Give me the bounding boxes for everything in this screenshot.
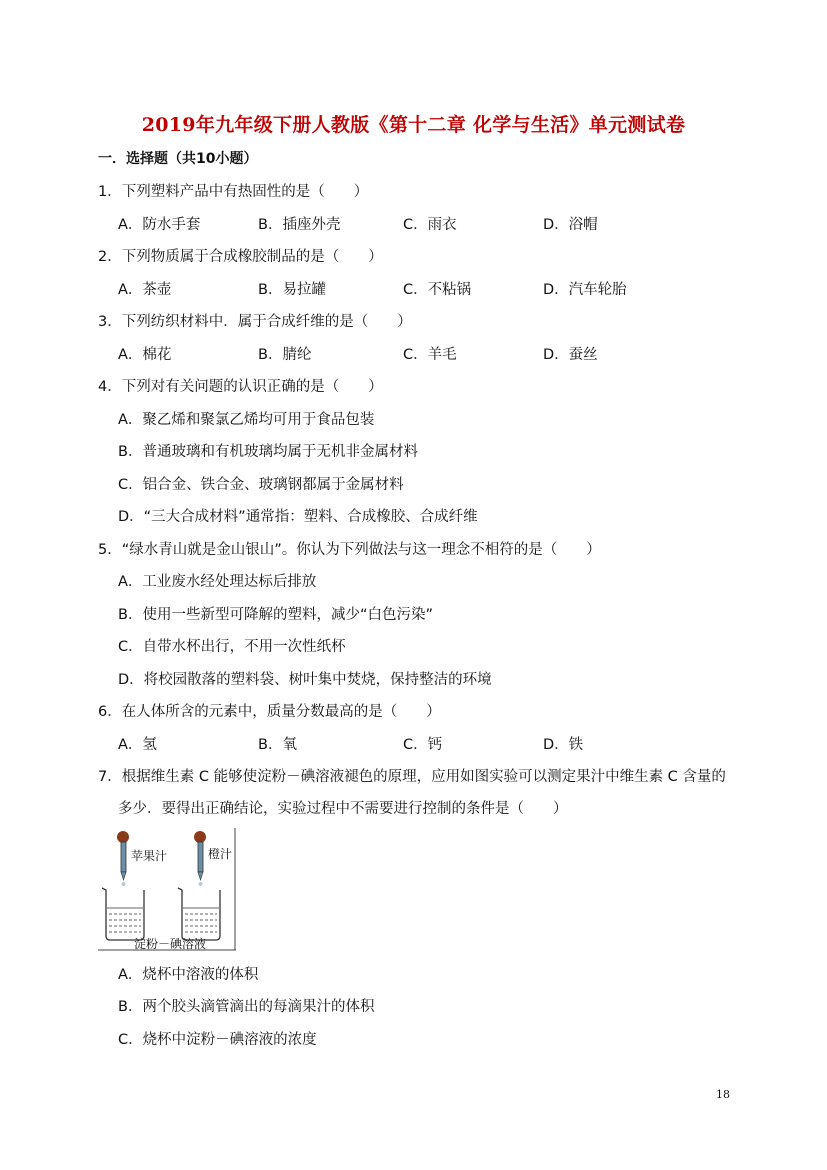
q3-option-c: C．羊毛 (403, 347, 457, 363)
beaker-dropper-diagram (98, 828, 238, 952)
q3-option-a: A．棉花 (118, 347, 172, 363)
document-title: 2019年九年级下册人教版《第十二章 化学与生活》单元测试卷 (141, 114, 686, 136)
q5-option-b: B．使用一些新型可降解的塑料，减少“白色污染” (118, 607, 433, 623)
question-3-stem: 3．下列纺织材料中．属于合成纤维的是（ ） (98, 314, 412, 330)
q4-option-c: C．铝合金、铁合金、玻璃钢都属于金属材料 (118, 477, 404, 493)
q1-option-b: B．插座外壳 (258, 217, 341, 233)
question-2-options (0, 278, 827, 298)
question-3-options (0, 343, 827, 363)
q6-option-d: D．铁 (543, 737, 584, 753)
label-apple-juice: 苹果汁 (131, 849, 168, 863)
q7-option-b: B．两个胶头滴管滴出的每滴果汁的体积 (118, 999, 375, 1015)
question-2-stem: 2．下列物质属于合成橡胶制品的是（ ） (98, 249, 383, 265)
question-6-options (0, 733, 827, 753)
dropper-tube-1 (121, 842, 126, 872)
question-6-stem: 6．在人体所含的元素中，质量分数最高的是（ ） (98, 704, 441, 720)
beaker-1 (102, 888, 144, 940)
q2-option-d: D．汽车轮胎 (543, 282, 627, 298)
question-4-stem: 4．下列对有关问题的认识正确的是（ ） (98, 379, 383, 395)
q7-option-a: A．烧杯中溶液的体积 (118, 967, 259, 983)
q2-option-c: C．不粘锅 (403, 282, 472, 298)
q2-option-b: B．易拉罐 (258, 282, 326, 298)
q1-option-c: C．雨衣 (403, 217, 457, 233)
beaker-2 (178, 888, 220, 940)
q3-option-d: D．蚕丝 (543, 347, 598, 363)
q5-option-c: C．自带水杯出行，不用一次性纸杯 (118, 639, 346, 655)
q5-option-d: D．将校园散落的塑料袋、树叶集中焚烧，保持整洁的环境 (118, 672, 492, 688)
q4-option-b: B．普通玻璃和有机玻璃均属于无机非金属材料 (118, 444, 418, 460)
label-orange-juice: 橙汁 (208, 847, 233, 861)
experiment-figure (98, 828, 238, 952)
question-7-stem-line1: 7．根据维生素 C 能够使淀粉－碘溶液褪色的原理，应用如图实验可以测定果汁中维生素 C 含量的 (98, 769, 726, 785)
q5-option-a: A．工业废水经处理达标后排放 (118, 574, 317, 590)
question-1-options (0, 213, 827, 233)
q4-option-a: A．聚乙烯和聚氯乙烯均可用于食品包装 (118, 412, 375, 428)
q6-option-a: A．氢 (118, 737, 157, 753)
q7-option-c: C．烧杯中淀粉－碘溶液的浓度 (118, 1032, 317, 1048)
q1-option-d: D．浴帽 (543, 217, 598, 233)
q3-option-b: B．腈纶 (258, 347, 312, 363)
dropper-bulb-1 (117, 831, 129, 843)
dropper-bulb-2 (194, 831, 206, 843)
q4-option-d: D．“三大合成材料”通常指：塑料、合成橡胶、合成纤维 (118, 509, 478, 525)
question-1-stem: 1．下列塑料产品中有热固性的是（ ） (98, 184, 369, 200)
page-number: 18 (716, 1088, 730, 1101)
section-heading: 一．选择题（共10小题） (98, 151, 258, 167)
q6-option-c: C．钙 (403, 737, 443, 753)
label-starch-iodine: 淀粉－碘溶液 (134, 937, 207, 951)
q6-option-b: B．氧 (258, 737, 297, 753)
question-5-stem: 5．“绿水青山就是金山银山”。你认为下列做法与这一理念不相符的是（ ） (98, 542, 601, 558)
q2-option-a: A．茶壶 (118, 282, 172, 298)
dropper-tube-2 (198, 842, 203, 872)
q1-option-a: A．防水手套 (118, 217, 201, 233)
question-7-stem-line2: 多少．要得出正确结论，实验过程中不需要进行控制的条件是（ ） (118, 801, 568, 817)
